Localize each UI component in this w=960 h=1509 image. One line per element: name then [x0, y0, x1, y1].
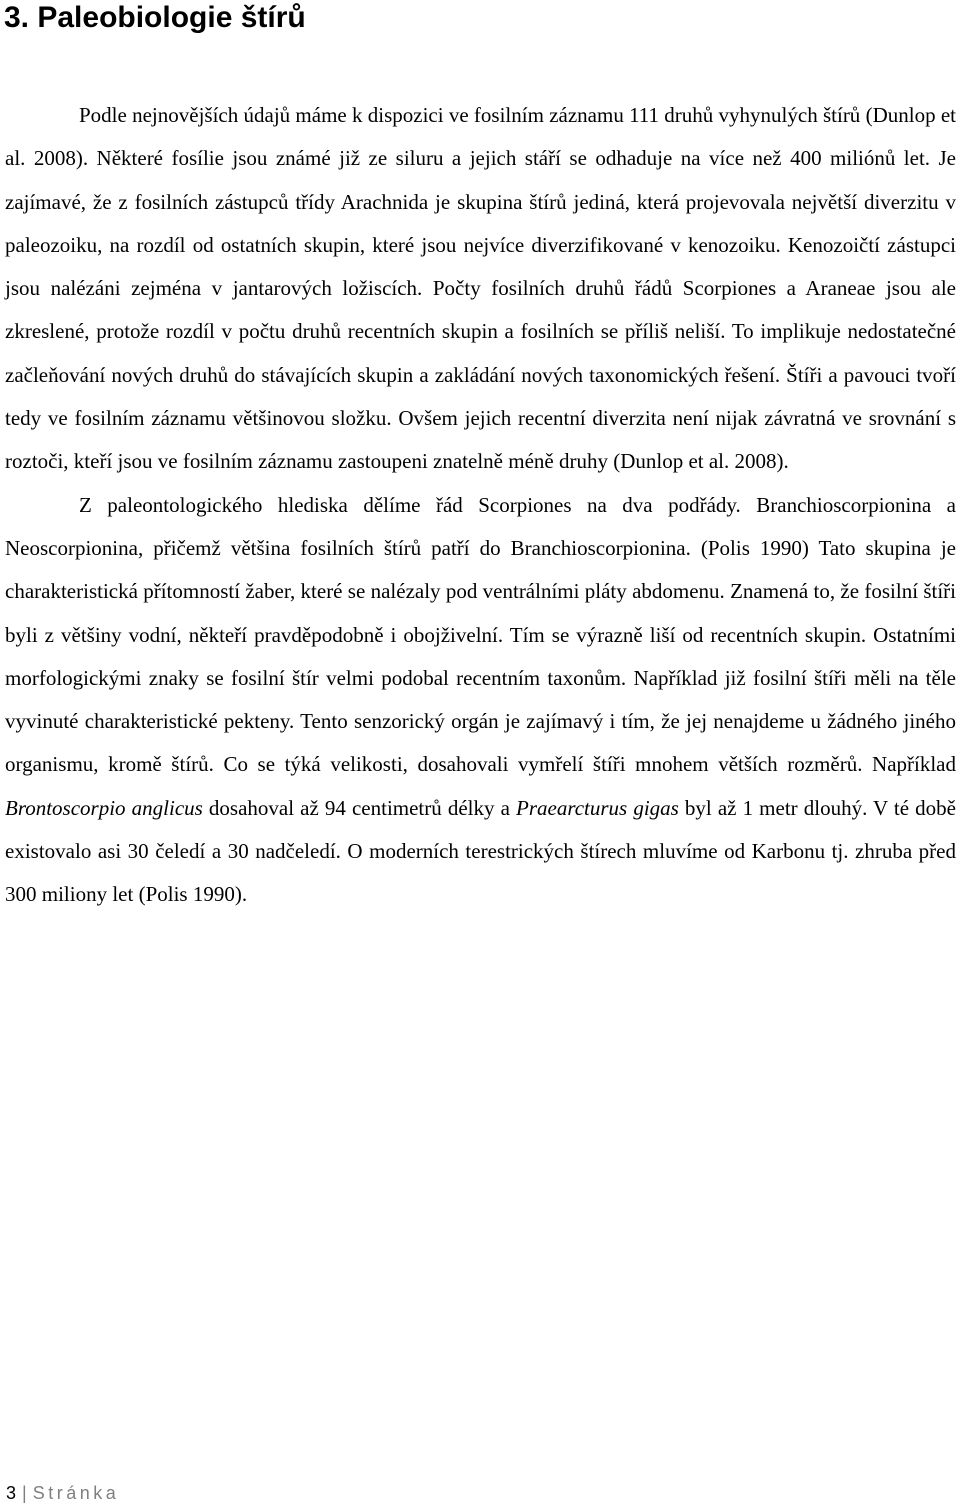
page-footer: [6, 1482, 119, 1504]
page-number: 3: [6, 1483, 17, 1503]
paragraph-2-text-a: Z paleontologického hlediska dělíme řád Scorpiones na dva podřády. Branchioscorpionina a Neoscorpionina, přičemž většina fosilních štírů patří do Branchioscorpionina. (Polis 1990) Tato skupina je charakteristická přítomností žaber, které se nalézaly pod ventrálními pláty abdomenu. Znamená to, že fosilní štíři byli z většiny vodní, někteří pravděpodobně i obojživelní. Tím se výrazně liší od recentních skupin. Ostatními morfologickými znaky se fosilní štír velmi podobal recentním taxonům. Například již fosilní štíři měli na těle vyvinuté charakteristické pekteny. Tento senzorický orgán je zajímavý i tím, že jej nenajdeme u žádného jiného organismu, kromě štírů. Co se týká velikosti, dosahovali vymřelí štíři mnohem větších rozměrů. Například: [5, 492, 956, 777]
page-label: Stránka: [32, 1483, 120, 1503]
section-heading: 3. Paleobiologie štírů: [4, 1, 306, 34]
species-name-brontoscorpio: Brontoscorpio anglicus: [5, 795, 203, 820]
paragraph-1: [5, 94, 956, 484]
paragraph-1-text: Podle nejnovějších údajů máme k dispozici ve fosilním záznamu 111 druhů vyhynulých štírů (Dunlop et al. 2008). Některé fosílie jsou známé již ze siluru a jejich stáří se odhaduje na více než 400 miliónů let. Je zajímavé, že z fosilních zástupců třídy Arachnida je skupina štírů jediná, která projevovala největší diverzitu v paleozoiku, na rozdíl od ostatních skupin, které jsou nejvíce diverzifikované v kenozoiku. Kenozoičtí zástupci jsou nalézáni zejména v jantarových ložiscích. Počty fosilních druhů řádů Scorpiones a Araneae jsou ale zkreslené, protože rozdíl v počtu druhů recentních skupin a fosilních se příliš neliší. To implikuje nedostatečné začleňování nových druhů do stávajících skupin a zakládání nových taxonomických řešení. Štíři a pavouci tvoří tedy ve fosilním záznamu většinovou složku. Ovšem jejich recentní diverzita není nijak závratná ve srovnání s roztoči, kteří jsou ve fosilním záznamu zastoupeni znatelně méně druhy (Dunlop et al. 2008).: [5, 103, 956, 474]
paragraph-2-text-b: dosahoval až 94 centimetrů délky a: [202, 795, 517, 820]
footer-separator: |: [22, 1483, 27, 1503]
paragraph-2-text-c: byl až 1 metr dlouhý. V té době existovalo asi 30 čeledí a 30 nadčeledí. O moderních terestrických štírech mluvíme od Karbonu tj. zhruba před 300 miliony let (Polis 1990).: [5, 795, 956, 907]
species-name-praearcturus: Praearcturus gigas: [516, 795, 679, 820]
paragraph-2: [5, 484, 956, 917]
body-text: [5, 94, 956, 917]
